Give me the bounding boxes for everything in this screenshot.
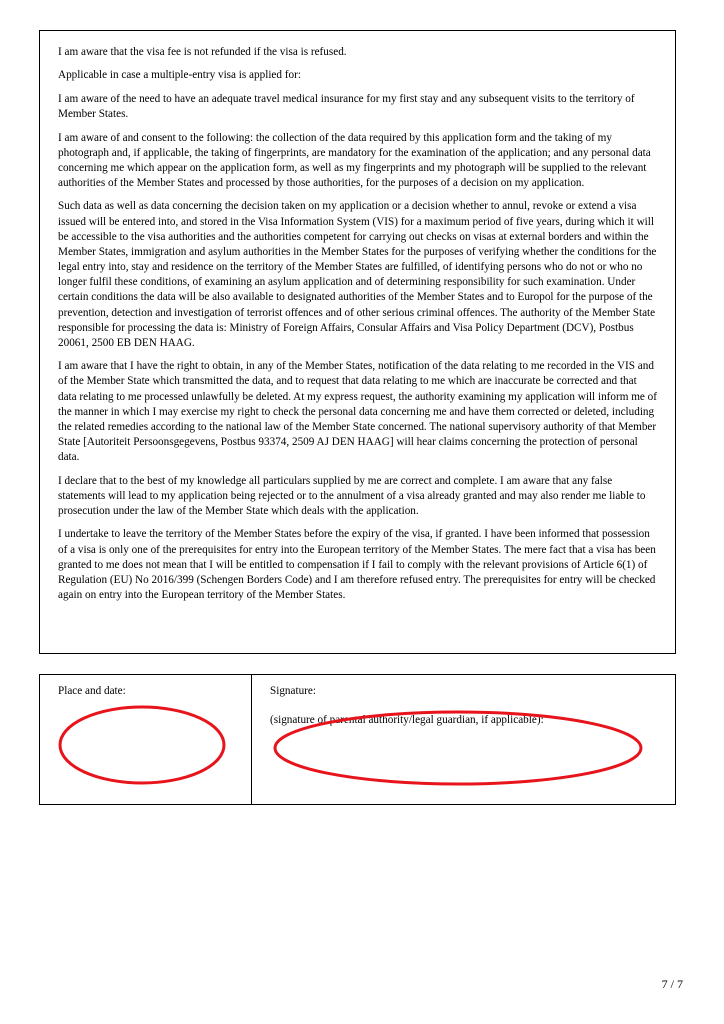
declaration-box: [39, 30, 676, 654]
signature-label: Signature:: [270, 685, 316, 697]
declaration-paragraph-vis-storage: Such data as well as data concerning the decision taken on my application or a decision whether to annul, revoke or extend a visa issued will be entered into, and stored in the Visa Information System (VIS) for a maximum period of five years, during which it will be accessible to the visa authorities and the authorities competent for carrying out checks on visas at external borders and within the Member States, immigration and asylum authorities in the Member States for the purposes of verifying whether the conditions for the legal entry into, stay and residence on the territory of the Member States are fulfilled, of identifying persons who do not or who no longer fulfil these conditions, of examining an asylum application and of determining responsibility for such examination. Under certain conditions the data will be also available to designated authorities of the Member States and to Europol for the purpose of the prevention, detection and investigation of terrorist offences and of other serious criminal offences. The authority of the Member State responsible for processing the data is: Ministry of Foreign Affairs, Consular Affairs and Visa Policy Department (DCV), Postbus 20061, 2500 EB DEN HAAG.: [58, 200, 657, 349]
redaction-circle-place-date: [56, 703, 228, 787]
guardian-note: (signature of parental authority/legal guardian, if applicable):: [270, 714, 544, 726]
place-date-label: Place and date:: [58, 685, 126, 697]
declaration-paragraph-medical-insurance: I am aware of the need to have an adequate travel medical insurance for my first stay and any subsequent visits to the territory of Member States.: [58, 92, 635, 121]
declaration-paragraph-visa-fee: I am aware that the visa fee is not refunded if the visa is refused.: [58, 46, 347, 58]
declaration-paragraph-undertaking: I undertake to leave the territory of the Member States before the expiry of the visa, if granted. I have been informed that possession of a visa is only one of the prerequisites for entry into the European territory of the Member States. The mere fact that a visa has been granted to me does not mean that I will be entitled to compensation if I fail to comply with the relevant provisions of Article 6(1) of Regulation (EU) No 2016/399 (Schengen Borders Code) and I am therefore refused entry. The prerequisites for entry will be checked again on entry into the European territory of the Member States.: [58, 528, 656, 602]
declaration-paragraph-truthfulness: I declare that to the best of my knowledge all particulars supplied by me are correct and complete. I am aware that any false statements will lead to my application being rejected or to the annulment of a visa already granted and may also render me liable to prosecution under the law of the Member State which deals with the application.: [58, 474, 646, 517]
signature-cell[interactable]: [252, 675, 675, 804]
place-date-cell[interactable]: [40, 675, 252, 804]
declaration-paragraph-data-consent: I am aware of and consent to the following: the collection of the data required by this application form and the taking of my photograph and, if applicable, the taking of fingerprints, are mandatory for the examination of the application; and any personal data concerning me which appear on the application form, as well as my fingerprints and my photograph will be supplied to the relevant authorities of the Member States and processed by those authorities, for the purposes of a decision on my application.: [58, 131, 651, 189]
page-number: 7 / 7: [661, 977, 683, 991]
declaration-paragraph-multiple-entry: Applicable in case a multiple-entry visa is applied for:: [58, 69, 301, 82]
signature-table: [39, 674, 676, 805]
redaction-circle-signature: [270, 705, 646, 789]
declaration-paragraph-data-rights: I am aware that I have the right to obtain, in any of the Member States, notification of the data relating to me recorded in the VIS and of the Member State which transmitted the data, and to request that data relating to me which are inaccurate be corrected and that data relating to me processed unlawfully be deleted. At my express request, the authority examining my application will inform me of the manner in which I may exercise my right to check the personal data concerning me and have them corrected or deleted, including the related remedies according to the national law of the Member State concerned. The national supervisory authority of that Member State [Autoriteit Persoonsgegevens, Postbus 93374, 2509 AJ DEN HAAG] will hear claims concerning the protection of personal data.: [58, 360, 657, 464]
